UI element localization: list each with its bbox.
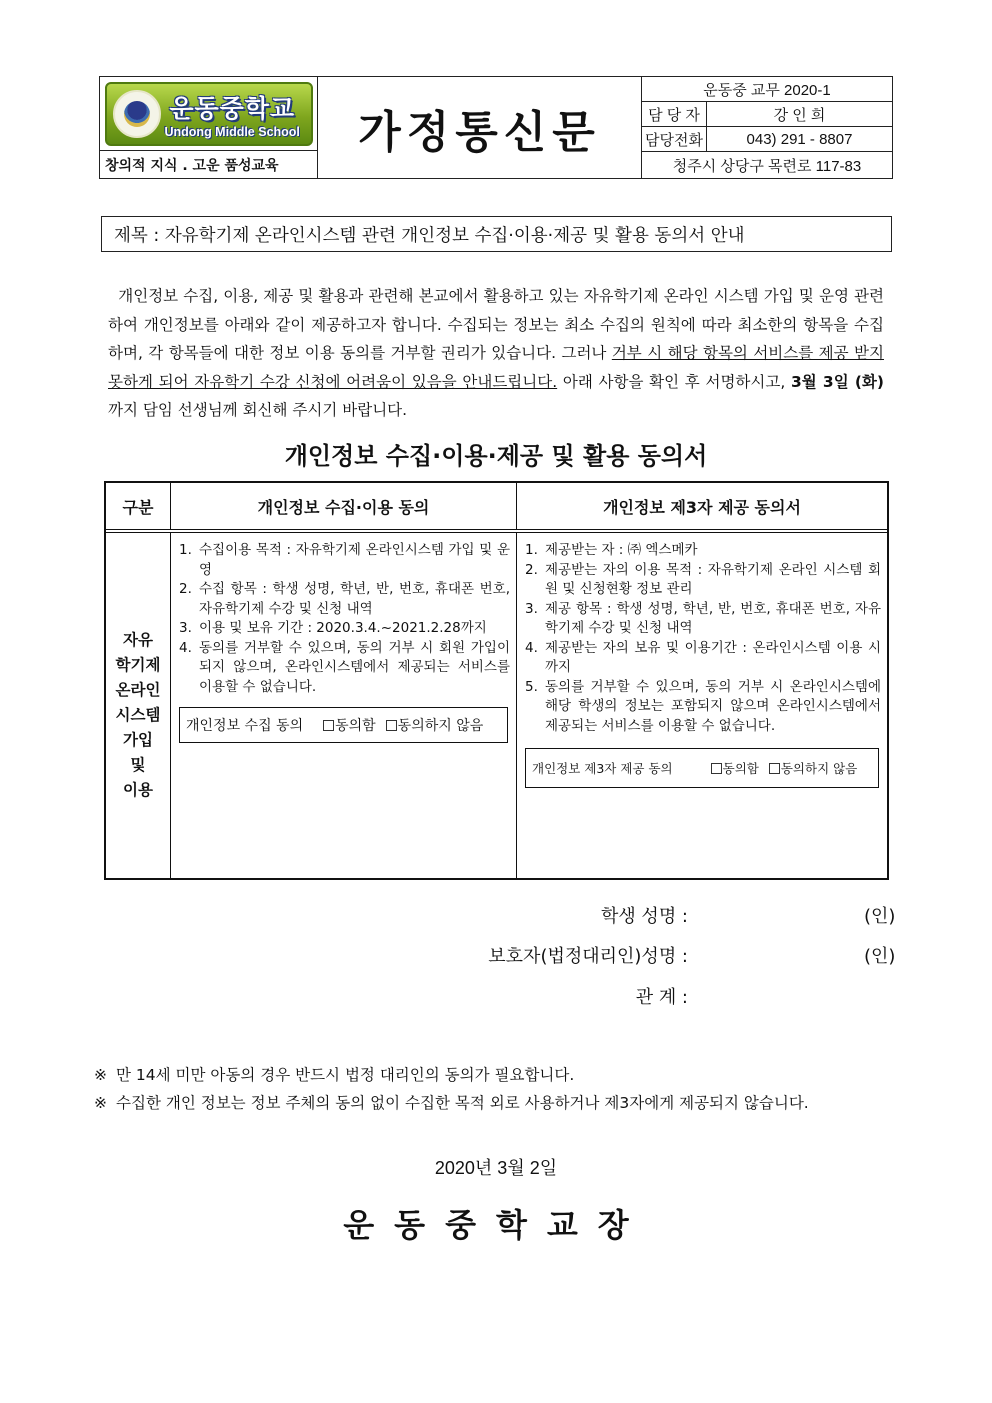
item-number: 1. <box>179 542 192 558</box>
third-party-agree-box <box>525 748 879 788</box>
school-address: 청주시 상당구 목련로 117-83 <box>672 157 862 175</box>
third-party-disagree-checkbox[interactable] <box>769 763 780 774</box>
list-item <box>525 600 881 639</box>
collection-list <box>171 533 516 697</box>
list-item <box>525 639 881 678</box>
collection-agree-no: 동의하지 않음 <box>397 718 484 734</box>
principal-signature: 운동중학교장 <box>343 1206 649 1244</box>
list-item <box>179 541 510 580</box>
collection-agree-checkbox[interactable] <box>323 720 334 731</box>
item-text: 제공받는 자의 보유 및 이용기간 : 온라인시스템 이용 시 까지 <box>545 639 881 675</box>
third-party-cell <box>517 533 887 878</box>
list-item <box>179 619 510 639</box>
list-item <box>525 541 881 561</box>
third-party-agree-label: 개인정보 제3자 제공 동의 <box>532 761 673 776</box>
item-number: 4. <box>525 639 538 656</box>
note-mark: ※ <box>94 1094 107 1112</box>
collection-agree-yes: 동의함 <box>335 718 376 734</box>
intro-paragraph <box>108 282 884 425</box>
third-party-list <box>517 533 887 736</box>
manager-row <box>642 102 892 127</box>
page-title: 가정통신문 <box>318 77 642 178</box>
collection-agree-label: 개인정보 수집 동의 <box>186 718 304 734</box>
item-number: 3. <box>179 620 192 636</box>
note-text: 수집한 개인 정보는 정보 주체의 동의 없이 수집한 목적 외로 사용하거나 제3자에게 제공되지 않습니다. <box>116 1094 809 1112</box>
intro-deadline: 3월 3일 (화) <box>790 372 884 391</box>
item-number: 5. <box>525 678 538 695</box>
item-text: 이용 및 보유 기간 : 2020.3.4.~2021.2.28까지 <box>199 620 487 636</box>
student-seal: (인) <box>864 906 896 927</box>
note-mark: ※ <box>94 1066 107 1084</box>
intro-text-3: 까지 담임 선생님께 회신해 주시기 바랍니다. <box>108 401 408 419</box>
note-item <box>94 1061 896 1089</box>
school-motto: 창의적 지식 . 고운 품성교육 <box>105 157 279 174</box>
item-number: 3. <box>525 600 538 617</box>
phone-label: 담당전화 <box>642 127 707 151</box>
note-text: 만 14세 미만 아동의 경우 반드시 법정 대리인의 동의가 필요합니다. <box>116 1066 575 1084</box>
list-item <box>179 580 510 619</box>
subject-box: 제목 : 자유학기제 온라인시스템 관련 개인정보 수집·이용·제공 및 활용 동의서 안내 <box>101 216 892 252</box>
logo-text <box>165 89 300 139</box>
category-cell <box>106 533 171 878</box>
intro-text-1: 개인정보 수집, 이용, 제공 및 활용과 관련해 본교에서 활용하고 있는 자유학기제 온라인 시스템 가입 및 운영 관련하여 개인정보를 아래와 같이 제공하고자 합니다. 수집되는 정보는 최소 수집의 원칙에 따라 최소한의 항목을 수집하며, 각 항목들에 대한 정보 이용 동의를 거부할 권리가 있습니다. 그러나 <box>108 287 884 362</box>
school-emblem-icon <box>113 90 161 138</box>
item-text: 제공받는 자의 이용 목적 : 자유학기제 온라인 시스템 회원 및 신청현황 정보 관리 <box>545 561 881 597</box>
section-title: 개인정보 수집·이용·제공 및 활용 동의서 <box>284 442 708 470</box>
address-row <box>642 152 892 178</box>
collection-cell <box>171 533 517 878</box>
list-item <box>525 678 881 737</box>
category-line: 이용 <box>123 781 153 799</box>
logo-box <box>100 77 317 151</box>
school-logo <box>105 82 313 146</box>
header-collection: 개인정보 수집·이용 동의 <box>171 483 517 529</box>
consent-table <box>104 481 889 880</box>
doc-number-row <box>642 77 892 102</box>
phone-number: 043) 291 - 8807 <box>746 130 853 148</box>
collection-disagree-checkbox[interactable] <box>386 720 397 731</box>
notes <box>94 1061 896 1117</box>
list-item <box>525 561 881 600</box>
category-line: 학기제 <box>115 656 161 674</box>
third-party-agree-yes: 동의함 <box>722 761 759 776</box>
third-party-agree-checkbox[interactable] <box>711 763 722 774</box>
item-text: 동의를 거부할 수 있으며, 동의 거부 시 온라인시스템에 해당 학생의 정보는 포함되지 않으며 온라인시스템에서 제공되는 서비스를 이용할 수 없습니다. <box>545 678 881 734</box>
intro-text-2: 아래 사항을 확인 후 서명하시고, <box>557 372 791 391</box>
category-line: 및 <box>130 756 146 774</box>
item-number: 2. <box>525 561 538 578</box>
category-line: 온라인 <box>115 681 161 699</box>
issue-date: 2020년 3월 2일 <box>434 1158 558 1178</box>
student-name-label: 학생 성명 : <box>600 906 688 927</box>
item-number: 2. <box>179 581 192 597</box>
table-body <box>106 533 887 878</box>
logo-name-kr: 운동중학교 <box>169 93 296 123</box>
item-text: 수집이용 목적 : 자유학기제 온라인시스템 가입 및 운영 <box>199 542 510 578</box>
category-label <box>116 628 161 803</box>
guardian-seal: (인) <box>864 946 896 967</box>
item-text: 수집 항목 : 학생 성명, 학년, 반, 번호, 휴대폰 번호, 자유학기제 수강 및 신청 내역 <box>199 581 510 617</box>
header-third-party: 개인정보 제3자 제공 동의서 <box>603 497 801 517</box>
header-left <box>100 77 318 178</box>
doc-number: 운동중 교무 2020-1 <box>703 81 831 99</box>
third-party-agree-no: 동의하지 않음 <box>780 761 858 776</box>
header-info <box>642 77 892 178</box>
category-line: 시스템 <box>115 706 161 724</box>
item-number: 4. <box>179 639 192 656</box>
logo-name-en: Undong Middle School <box>164 124 300 139</box>
category-line: 자유 <box>123 631 153 649</box>
collection-agree-box <box>179 707 508 743</box>
list-item <box>179 639 510 698</box>
manager-name: 강 인 희 <box>773 106 826 124</box>
phone-row <box>642 127 892 152</box>
intro-underlined: 거부 시 해당 항목의 서비스를 제공 받지 못하게 되어 자유학기 수강 신청에 어려움이 있음을 안내드립니다. <box>108 344 884 391</box>
item-number: 1. <box>525 542 538 558</box>
item-text: 동의를 거부할 수 있으며, 동의 거부 시 회원 가입이 되지 않으며, 온라인시스템에서 제공되는 서비스를 이용할 수 없습니다. <box>199 639 510 695</box>
category-line: 가입 <box>123 731 153 749</box>
relation-label: 관 계 : <box>635 987 688 1008</box>
item-text: 제공받는 자 : ㈜ 엑스메카 <box>545 542 698 558</box>
item-text: 제공 항목 : 학생 성명, 학년, 반, 번호, 휴대폰 번호, 자유학기제 수강 및 신청 내역 <box>545 600 881 636</box>
note-item <box>94 1089 896 1117</box>
manager-label: 담 당 자 <box>642 102 707 126</box>
header-category: 구분 <box>106 483 171 529</box>
table-header <box>106 483 887 533</box>
guardian-name-label: 보호자(법정대리인)성명 : <box>488 946 688 967</box>
letter-header <box>99 76 893 179</box>
